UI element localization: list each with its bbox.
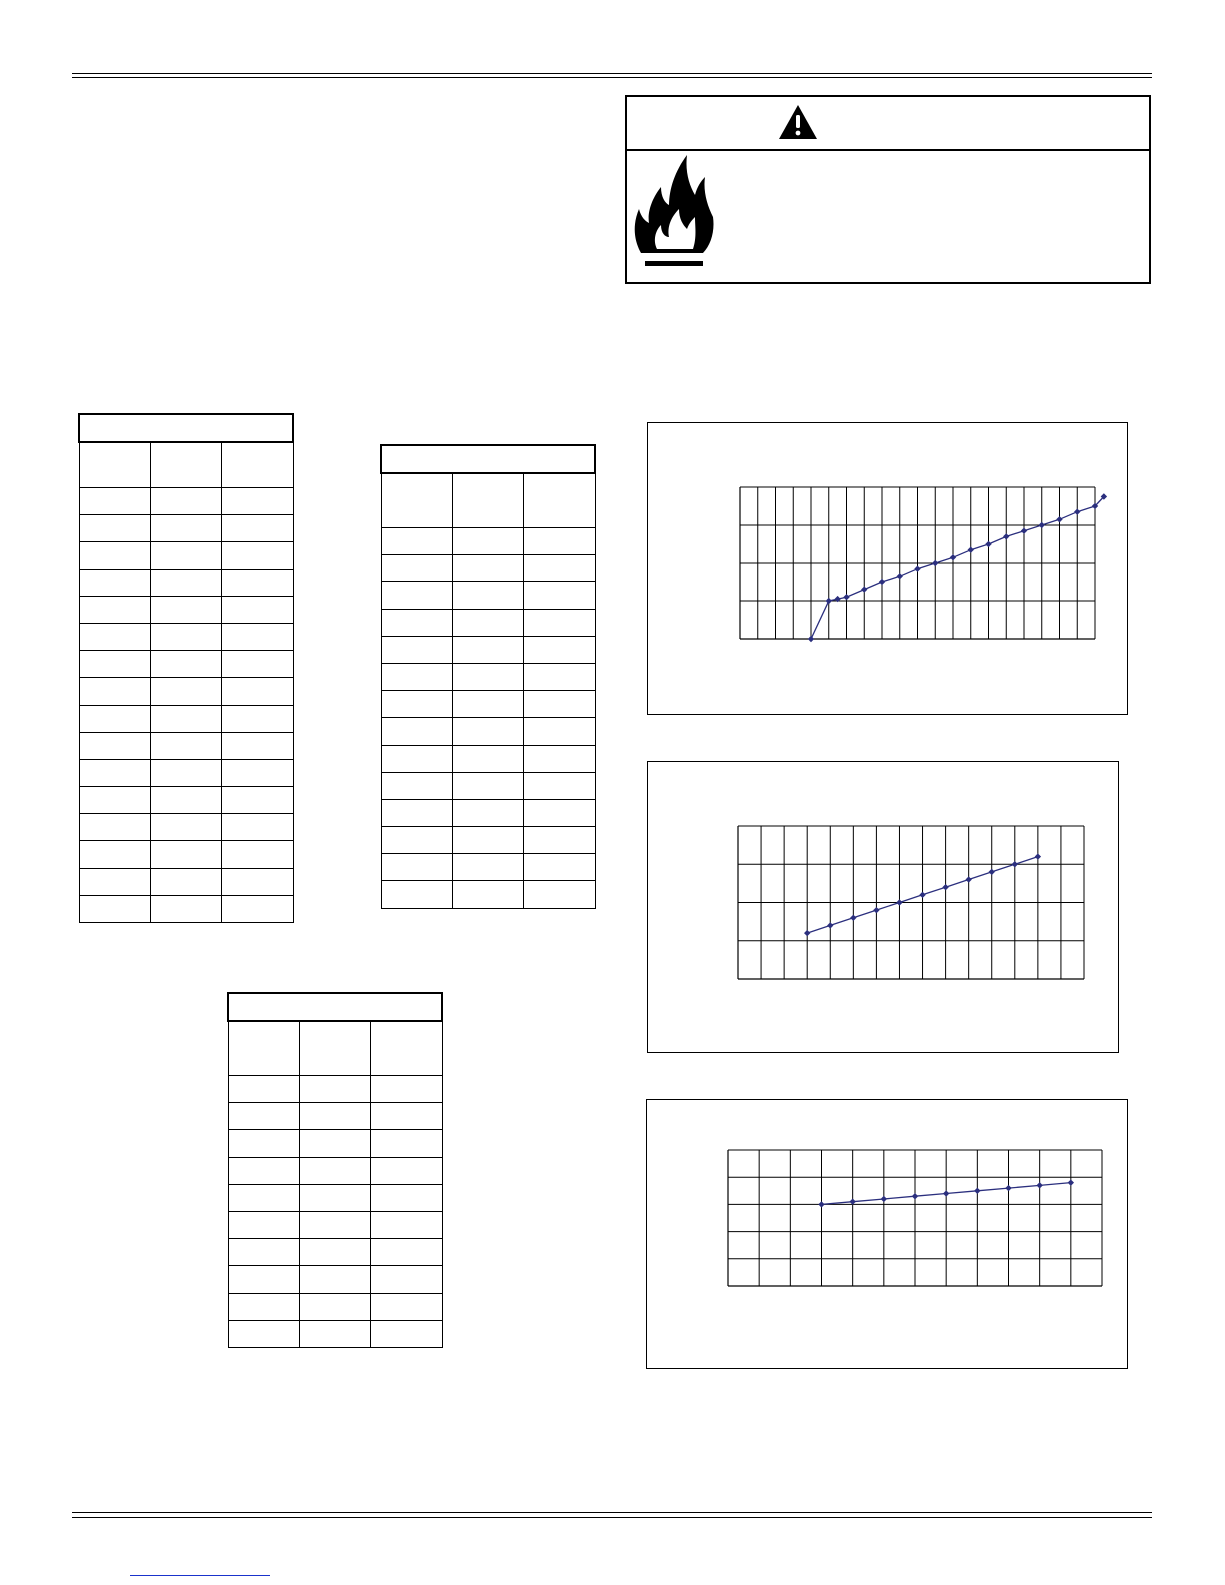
footer-rule-bottom [72,1517,1152,1518]
table-cell [524,555,595,582]
table-cell [222,542,293,569]
table-cell [228,1130,299,1157]
table-cell [222,515,293,542]
chart-2-frame [647,761,1119,1053]
table-header-cell [228,1021,299,1076]
table-row [228,1076,442,1103]
table-cell [524,663,595,690]
table-cell [452,582,523,609]
data-point [896,899,902,905]
table-cell [228,1266,299,1293]
data-point [989,869,995,875]
table-cell [79,814,150,841]
chart-2 [648,762,1120,1054]
table-cell [452,663,523,690]
data-point [1035,853,1041,859]
table-cell [524,799,595,826]
table-row [381,772,595,799]
table-header-cell [79,442,150,488]
table-cell [222,841,293,868]
table-cell [79,515,150,542]
table-row [228,1266,442,1293]
table-row [228,1130,442,1157]
table-row [228,1157,442,1184]
table-cell [299,1076,370,1103]
table-row [79,488,293,515]
table-cell [524,528,595,555]
table-row [228,1293,442,1320]
data-point [932,560,938,566]
table-cell [371,1293,442,1320]
data-point [808,636,814,642]
table-cell [381,827,452,854]
table-cell [381,691,452,718]
chart-3 [647,1100,1129,1370]
table-cell [150,732,221,759]
table-cell [222,787,293,814]
chart-1 [648,423,1129,716]
table-cell [222,651,293,678]
data-point [1005,1185,1011,1191]
data-point [827,922,833,928]
table-cell [228,1103,299,1130]
table-cell [228,1184,299,1211]
table-cell [79,596,150,623]
data-point [965,876,971,882]
table-cell [79,787,150,814]
data-point [873,907,879,913]
table-cell [79,732,150,759]
table-cell [452,854,523,881]
table-cell [222,732,293,759]
table-cell [150,814,221,841]
table-cell [150,488,221,515]
table-cell [79,678,150,705]
table-cell [79,569,150,596]
data-point [912,1193,918,1199]
table-cell [299,1320,370,1347]
table-row [381,827,595,854]
table-cell [524,609,595,636]
data-point [1074,509,1080,515]
table-row [79,569,293,596]
data-point [942,884,948,890]
table-cell [299,1293,370,1320]
data-point [879,579,885,585]
table-cell [150,841,221,868]
table-cell [150,705,221,732]
table-row [381,555,595,582]
data-point [1021,528,1027,534]
table-cell [452,772,523,799]
table-cell [452,881,523,908]
table-row [79,841,293,868]
flame-icon [631,151,715,273]
table-cell [222,705,293,732]
table-cell [228,1211,299,1238]
table-cell [524,718,595,745]
table-row [381,609,595,636]
warning-box [625,95,1151,284]
table-cell [150,868,221,895]
warning-header [627,97,1149,151]
table-cell [524,827,595,854]
table-cell [381,636,452,663]
table-cell [371,1184,442,1211]
table-cell [381,799,452,826]
data-point [985,541,991,547]
footer-link-underline[interactable] [130,1575,270,1576]
table-row [79,732,293,759]
table-row [79,651,293,678]
table-cell [150,895,221,922]
table-cell [150,542,221,569]
table-cell [371,1130,442,1157]
table-cell [79,868,150,895]
table-cell [228,1076,299,1103]
table-cell [381,528,452,555]
table-cell [79,705,150,732]
table-cell [150,759,221,786]
table-row [381,881,595,908]
table-row [228,1103,442,1130]
table-row [79,705,293,732]
table-title-cell [79,414,293,442]
table-header-cell [371,1021,442,1076]
table-row [381,799,595,826]
data-point [1056,516,1062,522]
table-row [381,718,595,745]
data-point [1039,522,1045,528]
table-cell [222,623,293,650]
table-row [228,1211,442,1238]
data-point [818,1201,824,1207]
table-cell [299,1103,370,1130]
warning-triangle-icon [777,103,819,141]
table-cell [79,623,150,650]
table-row [381,745,595,772]
table-cell [299,1157,370,1184]
header-rule-top [72,73,1152,74]
table-header-row [381,473,595,528]
table-cell [452,718,523,745]
data-table-3 [227,992,443,1348]
table-cell [222,488,293,515]
table-cell [150,623,221,650]
table-cell [381,663,452,690]
table-cell [381,881,452,908]
table-cell [79,488,150,515]
footer-rule-top [72,1512,1152,1513]
table-cell [452,691,523,718]
table-cell [222,895,293,922]
table-cell [452,827,523,854]
data-table-1 [78,413,294,923]
table-cell [381,582,452,609]
table-cell [452,609,523,636]
table-cell [524,745,595,772]
data-point [1003,533,1009,539]
table-header-cell [150,442,221,488]
table-header-cell [381,473,452,528]
table-cell [371,1103,442,1130]
table-cell [524,691,595,718]
data-point [804,930,810,936]
table-cell [222,814,293,841]
table-row [79,759,293,786]
table-cell [299,1211,370,1238]
table-cell [222,596,293,623]
table-row [381,582,595,609]
table-cell [150,651,221,678]
table-cell [452,799,523,826]
table-cell [150,569,221,596]
data-point [1068,1179,1074,1185]
table-cell [371,1266,442,1293]
table-cell [371,1239,442,1266]
table-row [79,895,293,922]
table-cell [524,636,595,663]
data-point [968,547,974,553]
table-cell [381,745,452,772]
data-point [850,915,856,921]
table-row [79,814,293,841]
header-rule-bottom [72,77,1152,78]
table-cell [524,854,595,881]
table-header-row [228,1021,442,1076]
table-row [228,1239,442,1266]
data-point [974,1188,980,1194]
table-cell [381,609,452,636]
chart-1-frame [647,422,1128,715]
table-cell [381,555,452,582]
table-cell [371,1157,442,1184]
table-cell [228,1320,299,1347]
table-header-cell [222,442,293,488]
table-row [79,868,293,895]
table-row [228,1320,442,1347]
table-header-cell [299,1021,370,1076]
table-row [381,854,595,881]
data-point [897,573,903,579]
data-point [950,554,956,560]
data-point [861,586,867,592]
table-cell [452,745,523,772]
table-cell [222,678,293,705]
table-header-cell [452,473,523,528]
table-cell [299,1130,370,1157]
table-cell [299,1239,370,1266]
table-cell [381,854,452,881]
table-cell [371,1320,442,1347]
table-row [79,787,293,814]
data-point [826,598,832,604]
data-point [843,594,849,600]
table-cell [79,542,150,569]
table-cell [452,636,523,663]
table-cell [150,787,221,814]
table-cell [524,582,595,609]
table-cell [371,1211,442,1238]
table-cell [299,1266,370,1293]
table-row [79,623,293,650]
table-row [381,691,595,718]
table-title-cell [228,993,442,1021]
chart-3-frame [646,1099,1128,1369]
table-cell [150,515,221,542]
table-title-cell [381,445,595,473]
table-row [228,1184,442,1211]
data-point [881,1196,887,1202]
table-cell [79,651,150,678]
table-cell [222,759,293,786]
table-row [79,515,293,542]
table-cell [228,1157,299,1184]
table-cell [452,528,523,555]
data-point [1012,861,1018,867]
table-cell [524,881,595,908]
table-row [79,678,293,705]
data-table-2 [380,444,596,909]
data-point [914,566,920,572]
table-cell [228,1239,299,1266]
table-cell [371,1076,442,1103]
table-cell [452,555,523,582]
data-point [943,1190,949,1196]
table-cell [524,772,595,799]
table-cell [381,718,452,745]
table-cell [79,841,150,868]
table-cell [299,1184,370,1211]
table-cell [222,868,293,895]
table-row [381,636,595,663]
table-cell [150,678,221,705]
table-header-cell [524,473,595,528]
table-cell [79,895,150,922]
table-cell [381,772,452,799]
table-row [79,542,293,569]
table-cell [222,569,293,596]
table-header-row [79,442,293,488]
table-row [381,663,595,690]
data-point [1036,1182,1042,1188]
table-row [381,528,595,555]
table-cell [228,1293,299,1320]
table-cell [79,759,150,786]
table-row [79,596,293,623]
data-point [919,892,925,898]
table-cell [150,596,221,623]
